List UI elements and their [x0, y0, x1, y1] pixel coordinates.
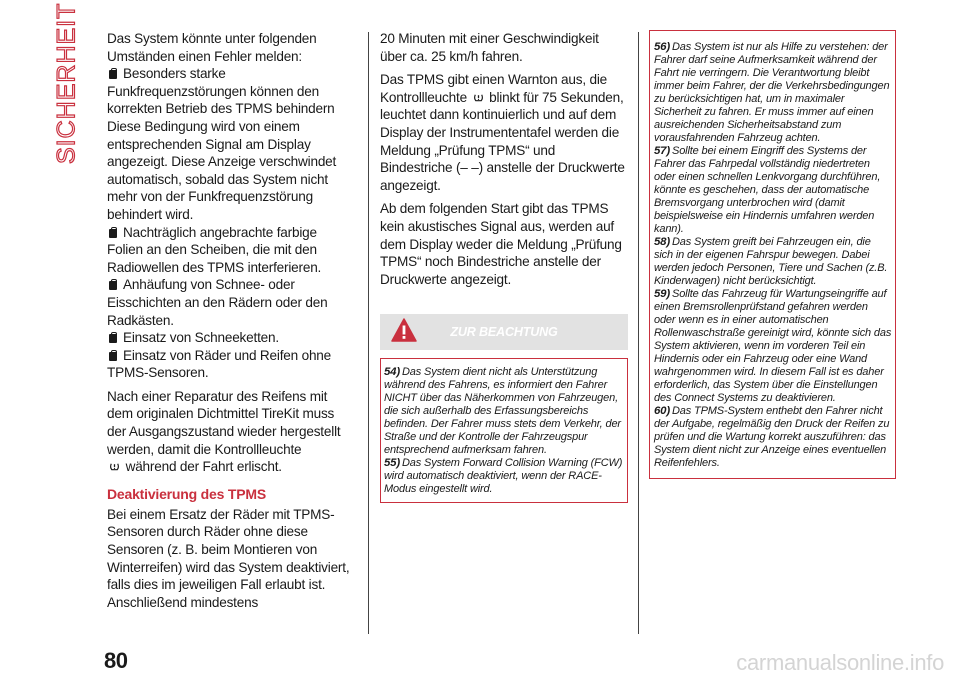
list-item-text: Besonders starke Funkfrequenzstörungen können den korrekten Betrieb des TPMS behindern Diese Bedingung wird von einem entsprechenden Signal am Display angezeigt. Diese Anzeige verschwindet automatisch, sobald das System nicht mehr von der Funkfrequenzstörung behindert wird.: [107, 66, 337, 222]
list-item: [107, 329, 355, 347]
note-item: [654, 236, 892, 288]
note-text: Das System ist nur als Hilfe zu verstehen: der Fahrer darf seine Aufmerksamkeit während der Fahrt nie verringern. Die Verantwortung bleibt immer beim Fahrer, der die Verkehrsbedingungen zu berücksichtigen hat, um in maximaler Sicherheit zu fahren. Er muss immer auf einen ausreichenden Sicherheitsabstand zum vorausfahrenden Fahrzeug achten.: [654, 41, 890, 144]
page-number: 80: [104, 648, 128, 673]
bullet-icon: [109, 229, 117, 238]
note-text: Das System greift bei Fahrzeugen ein, die sich in der eigenen Fahrspur bewegen. Dabei werden jedoch Personen, Tiere und Sachen (z.B. Kinderwagen) nicht berücksichtigt.: [654, 236, 888, 287]
list-item: [107, 65, 355, 223]
list-item: [107, 347, 355, 382]
column-divider: [368, 32, 369, 634]
warning-triangle-icon: [390, 317, 418, 343]
tpms-warning-icon: [473, 92, 484, 103]
paragraph: Ab dem folgenden Start gibt das TPMS kein akustisches Signal aus, werden auf dem Display weder die Meldung „Prüfung TPMS“ noch Bindestriche anstelle der Druckwerte angezeigt.: [380, 201, 622, 287]
note-number: 56): [654, 41, 671, 53]
watermark: carmanualsonline.info: [736, 650, 944, 675]
column-middle: [380, 30, 628, 503]
paragraph-text: blinkt für 75 Sekunden, leuchtet dann kontinuierlich und auf dem Display der Instrumententafel werden die Meldung „Prüfung TPMS“ und Bindestriche (– –) anstelle der Druckwerte angezeigt.: [380, 89, 625, 193]
list-item: [107, 224, 355, 277]
paragraph: [380, 71, 628, 194]
list-item: [107, 276, 355, 329]
list-item-text: Anhäufung von Schnee- oder Eisschichten an den Rädern oder den Radkästen.: [107, 277, 328, 328]
paragraph-text: Das TPMS gibt einen Warnton aus, die Kontrollleuchte: [380, 72, 608, 105]
column-left: [107, 30, 355, 617]
note-text: Sollte bei einem Eingriff des Systems der Fahrer das Fahrpedal vollständig niedertreten oder einen schnellen Lenkvorgang durchführen, könnte es geschehen, dass der automatische Bremsvorgang unterbrochen wird (damit beispielsweise ein Hindernis umfahren werden kann).: [654, 145, 881, 235]
bullet-icon: [109, 70, 117, 79]
paragraph-text: Nach einer Reparatur des Reifens mit dem originalen Dichtmittel TireKit muss der Ausgangszustand wieder hergestellt werden, damit die Kontrollleuchte: [107, 388, 341, 457]
section-heading: Deaktivierung des TPMS: [107, 485, 266, 502]
warning-notes-box: [380, 358, 628, 503]
note-item: [384, 366, 623, 457]
warning-header: [380, 314, 628, 350]
note-item: [654, 405, 892, 470]
note-item: [384, 457, 623, 496]
paragraph: Das System könnte unter folgenden Umständen einen Fehler melden:: [107, 31, 317, 64]
list-item-text: Nachträglich angebrachte farbige Folien an den Scheiben, die mit den Radiowellen des TPMS interferieren.: [107, 224, 322, 275]
warning-title: ZUR BEACHTUNG: [450, 325, 558, 340]
paragraph: Bei einem Ersatz der Räder mit TPMS-Sensoren durch Räder ohne diese Sensoren (z. B. beim Montieren von Winterreifen) wird das System deaktiviert, falls dies im jeweiligen Fall erlaubt ist. Anschließend mindestens: [107, 506, 350, 610]
note-item: [654, 41, 892, 145]
notes-box-right: [649, 30, 896, 479]
note-text: Das System dient nicht als Unterstützung während des Fahrens, es informiert den Fahrer NICHT über das Näherkommen von Fahrzeugen, die sich außerhalb des Erfassungsbereichs befinden. Der Fahrer muss stets dem Verkehr, der Straße und der Kontrolle der Fahrzeugspur entsprechend aufmerksam fahren.: [384, 366, 621, 457]
bullet-icon: [109, 334, 117, 343]
list-item-text: Einsatz von Räder und Reifen ohne TPMS-Sensoren.: [107, 347, 332, 381]
list-item-text: Einsatz von Schneeketten.: [123, 330, 279, 346]
column-divider: [638, 32, 639, 634]
paragraph-text: während der Fahrt erlischt.: [125, 459, 282, 475]
note-item: [654, 145, 892, 236]
note-number: 55): [384, 457, 401, 470]
note-text: Das System Forward Collision Warning (FCW) wird automatisch deaktiviert, wenn der RACE-Modus eingestellt wird.: [384, 457, 623, 496]
tpms-warning-icon: [109, 461, 120, 472]
note-item: [654, 288, 892, 405]
paragraph: [107, 388, 355, 476]
note-number: 58): [654, 236, 671, 248]
note-text: Sollte das Fahrzeug für Wartungseingriffe auf einen Bremsrollenprüfstand gefahren werden oder wenn es in einer automatischen Rollenwaschstraße gereinigt wird, könnte sich das System aktivieren, wenn im vorderen Teil ein Hindernis oder ein Fahrzeug oder eine Wand wahrgenommen wird. In diesem Fall ist es daher erforderlich, das System über die Einstellungen des Connect Systems zu deaktivieren.: [654, 288, 892, 404]
note-text: Das TPMS-System enthebt den Fahrer nicht der Aufgabe, regelmäßig den Druck der Reifen zu prüfen und die Wartung korrekt auszuführen: das System dient nicht zur Anzeige eines eventuellen Reifenfehlers.: [654, 405, 890, 469]
note-number: 59): [654, 288, 671, 300]
note-number: 60): [654, 405, 671, 417]
paragraph: 20 Minuten mit einer Geschwindigkeit über ca. 25 km/h fahren.: [380, 31, 599, 64]
note-number: 54): [384, 366, 401, 379]
bullet-icon: [109, 281, 117, 290]
note-number: 57): [654, 145, 671, 157]
section-title: SICHERHEIT: [52, 2, 81, 164]
bullet-icon: [109, 352, 117, 361]
